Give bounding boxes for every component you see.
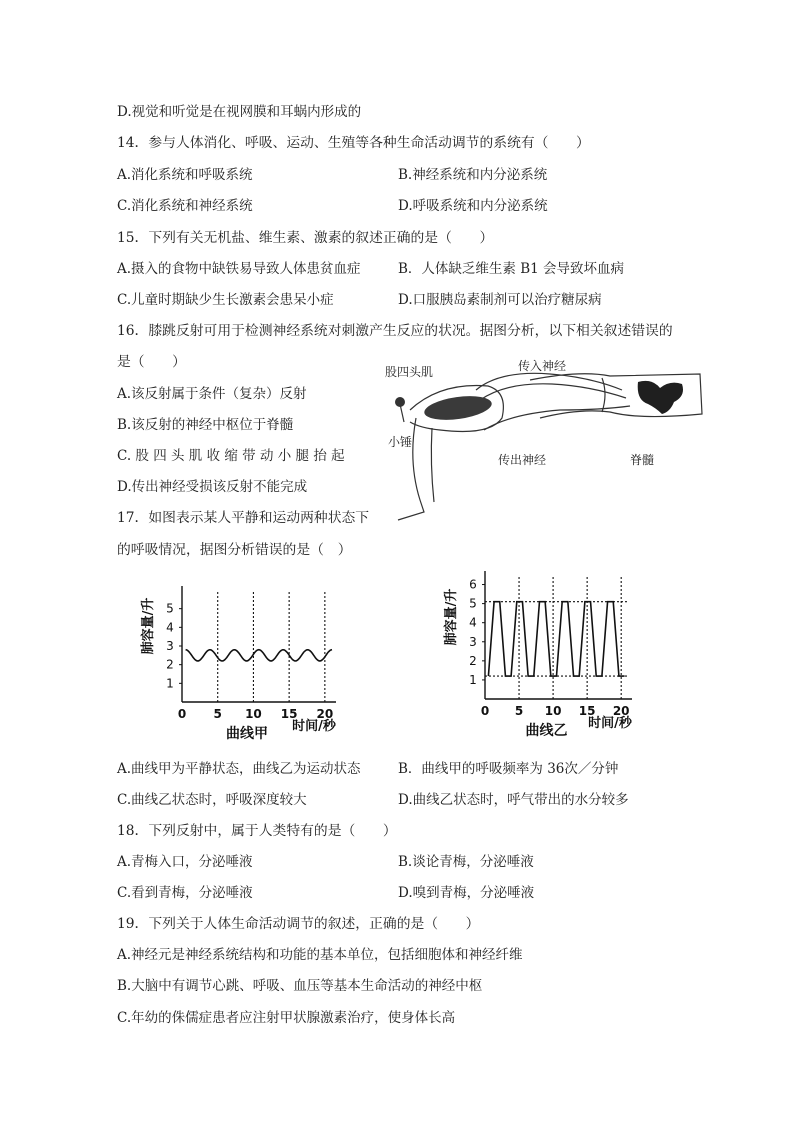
question-16-line1: 16．膝跳反射可用于检测神经系统对刺激产生反应的状况。据图分析，以下相关叙述错误的 [117,323,673,339]
question-19: 19．下列关于人体生命活动调节的叙述，正确的是（ ） [117,916,480,932]
q17-option-a: A.曲线甲为平静状态，曲线乙为运动状态 [117,761,361,777]
y-axis-label: 肺容量/升 [444,588,459,646]
label-spine: 脊髓 [630,453,655,467]
option-d-q13: D.视觉和听觉是在视网膜和耳蜗内形成的 [117,104,362,120]
chart-title: 曲线乙 [525,723,568,739]
q16-option-b: B.该反射的神经中枢位于脊髓 [117,417,294,433]
y-tick-label: 5 [166,601,174,616]
question-17-line2: 的呼吸情况，据图分析错误的是（ ） [117,542,352,558]
y-tick-label: 5 [469,596,477,611]
y-tick-label: 2 [469,653,477,668]
q14-option-d: D.呼吸系统和内分泌系统 [398,198,548,214]
x-tick-label: 15 [578,704,596,718]
y-tick-label: 3 [469,634,477,649]
y-tick-label: 2 [166,657,174,672]
q19-option-a: A.神经元是神经系统结构和功能的基本单位，包括细胞体和神经纤维 [117,947,523,963]
question-16-line2: 是（ ） [117,354,186,370]
series-line [186,650,332,661]
x-axis-label: 时间/秒 [588,716,632,731]
q17-option-b: B．曲线甲的呼吸频率为 36次／分钟 [398,761,619,777]
q15-option-d: D.口服胰岛素制剂可以治疗糖尿病 [398,292,602,308]
q14-option-c: C.消化系统和神经系统 [117,198,253,214]
y-tick-label: 6 [469,577,477,592]
label-efferent: 传出神经 [498,453,547,467]
question-17-line1: 17．如图表示某人平静和运动两种状态下 [117,510,370,526]
q15-option-a: A.摄入的食物中缺铁易导致人体患贫血症 [117,261,361,277]
x-axis-label: 时间/秒 [292,719,336,734]
reflex-diagram [380,352,706,522]
q16-option-d: D.传出神经受损该反射不能完成 [117,479,308,495]
chart-title: 曲线甲 [226,726,268,742]
label-afferent: 传入神经 [518,359,567,373]
x-tick-label: 0 [480,704,490,718]
q14-option-b: B.神经系统和内分泌系统 [398,167,548,183]
hammer-head [395,397,405,407]
q19-option-c: C.年幼的侏儒症患者应注射甲状腺激素治疗，使身体长高 [117,1010,456,1026]
q18-option-d: D.嗅到青梅，分泌唾液 [398,885,535,901]
q19-option-b: B.大脑中有调节心跳、呼吸、血压等基本生命活动的神经中枢 [117,978,483,994]
chart-curve-yi [440,572,670,750]
q17-option-c: C.曲线乙状态时，呼吸深度较大 [117,792,307,808]
q16-option-c: C. 股 四 头 肌 收 缩 带 动 小 腿 抬 起 [117,448,345,464]
question-18: 18．下列反射中，属于人类特有的是（ ） [117,823,397,839]
q15-option-c: C.儿童时期缺少生长激素会患呆小症 [117,292,334,308]
x-tick-label: 10 [544,704,562,718]
label-muscle: 股四头肌 [385,365,434,379]
series-line [488,602,624,676]
spinal-cord-grey-matter [638,381,683,414]
label-hammer: 小锤 [388,435,413,449]
y-tick-label: 4 [166,620,174,635]
y-tick-label: 1 [469,672,477,687]
q18-option-c: C.看到青梅，分泌唾液 [117,885,253,901]
x-tick-label: 0 [177,707,187,721]
x-tick-label: 20 [316,707,334,721]
q18-option-b: B.谈论青梅，分泌唾液 [398,854,534,870]
y-tick-label: 3 [166,639,174,653]
q17-option-d: D.曲线乙状态时，呼气带出的水分较多 [398,792,629,808]
q18-option-a: A.青梅入口，分泌唾液 [117,854,253,870]
y-tick-label: 1 [166,676,174,691]
q16-option-a: A.该反射属于条件（复杂）反射 [117,386,307,402]
question-14: 14．参与人体消化、呼吸、运动、生殖等各种生命活动调节的系统有（ ） [117,135,590,151]
x-tick-label: 20 [612,704,630,718]
q15-option-b: B．人体缺乏维生素 B1 会导致坏血病 [398,261,625,277]
x-tick-label: 10 [245,707,262,721]
q14-option-a: A.消化系统和呼吸系统 [117,167,253,183]
x-tick-label: 5 [213,707,222,721]
x-tick-label: 15 [280,707,298,721]
question-15: 15．下列有关无机盐、维生素、激素的叙述正确的是（ ） [117,230,494,246]
chart-curve-jia [141,575,390,750]
y-axis-label: 肺容量/升 [141,597,156,655]
quadriceps-shape [423,392,493,423]
y-tick-label: 4 [469,615,477,630]
x-tick-label: 5 [514,704,524,718]
